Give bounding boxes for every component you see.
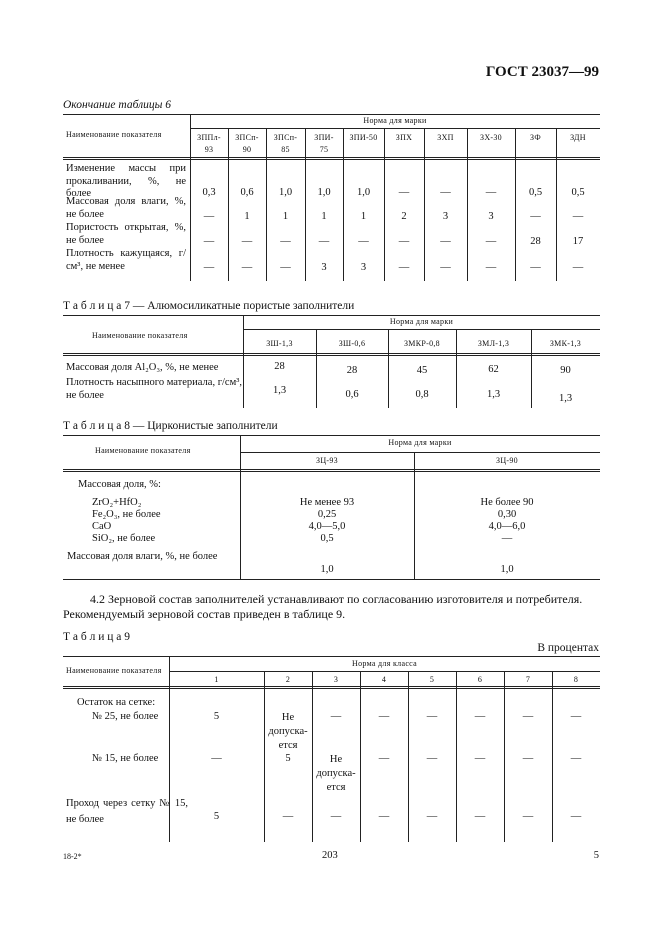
table6-col-header: ЗХ-30 xyxy=(480,133,502,142)
table7-col0-header: Наименование показателя xyxy=(92,331,188,340)
table9-row-label: Проход через сетку № 15, не более xyxy=(66,798,188,825)
table6-col-header: ЗПСп- 90 xyxy=(235,133,259,154)
table6-cell: — xyxy=(203,236,215,247)
table6-caption: Окончание таблицы 6 xyxy=(63,99,171,111)
table6-cell: — xyxy=(572,211,584,222)
table6-col-header: ЗХП xyxy=(437,133,454,142)
table6-cell: — xyxy=(398,236,410,247)
table7-row-label: Плотность насыпного материала, г/см³, не более xyxy=(66,377,243,401)
table9-cell: 5 xyxy=(213,711,220,722)
table6-cell: 3 xyxy=(488,211,494,222)
table9-cell: 5 xyxy=(213,811,220,822)
table8-cell: Не менее 93 xyxy=(299,497,355,508)
standard-number: ГОСТ 23037—99 xyxy=(485,64,599,80)
table8-col-header: ЗЦ-93 xyxy=(316,456,338,465)
table7-col-header: ЗШ-0,6 xyxy=(338,339,366,348)
table8-col0-header: Наименование показателя xyxy=(95,446,191,455)
table9-col-header: 8 xyxy=(573,675,579,684)
table6-cell: — xyxy=(440,187,451,198)
table9-col-header: 5 xyxy=(429,675,435,684)
table9-cell: Не допуска-ется xyxy=(316,754,356,793)
table6-cell: — xyxy=(280,262,291,273)
table6-cell: 2 xyxy=(401,211,407,222)
table6-cell: — xyxy=(440,262,451,273)
table9-col-header: 7 xyxy=(525,675,531,684)
table9-cell: — xyxy=(378,753,390,764)
table6-cell: 1,0 xyxy=(356,187,371,198)
table6-col-header: ЗФ xyxy=(530,133,541,142)
table8-cell: — xyxy=(501,533,513,544)
table9-cell: — xyxy=(426,711,438,722)
table9-cell: Не допуска-ется xyxy=(268,712,308,751)
table7-cell: 28 xyxy=(346,365,358,376)
table6-cell: — xyxy=(358,236,369,247)
table6-cell: 1 xyxy=(282,211,289,222)
table7-col-header: ЗМК-1,3 xyxy=(549,339,582,348)
table7-group-header: Норма для марки xyxy=(389,317,454,326)
table9-col-header: 2 xyxy=(285,675,291,684)
table8-cell: Не более 90 xyxy=(480,497,534,508)
table8-group-header: Норма для марки xyxy=(388,438,452,447)
table6-col-header: ЗПИ- 75 xyxy=(314,133,334,154)
table9-cell: — xyxy=(522,811,534,822)
table9-col-header: 6 xyxy=(477,675,483,684)
table6-cell: — xyxy=(440,236,451,247)
table9-cell: — xyxy=(378,711,390,722)
table6-cell: — xyxy=(485,236,497,247)
table6-col0-header: Наименование показателя xyxy=(66,130,162,139)
table6-cell: — xyxy=(485,262,497,273)
table7-cell: 1,3 xyxy=(272,385,287,396)
table8-mass-label: Массовая доля, %: xyxy=(78,479,161,490)
table6-col-divider xyxy=(467,128,468,281)
paragraph-line1: 4.2 Зерновой состав заполнителей устанавливают по согласованию изготовителя и потребителя. xyxy=(90,592,583,606)
table6-cell: — xyxy=(203,211,215,222)
table8-row-label: Fe₂O₃, не более xyxy=(92,509,161,520)
table9-caption: Т а б л и ц а 9 xyxy=(63,631,131,643)
table8-cell: 0,25 xyxy=(317,509,337,520)
table9-cell: 5 xyxy=(285,753,291,764)
table7-cell: 28 xyxy=(274,361,285,372)
table6-cell: 28 xyxy=(530,236,541,247)
table6-col-divider xyxy=(556,128,557,281)
table9-cell: — xyxy=(570,711,582,722)
table6-cell: 0,5 xyxy=(571,187,585,198)
table6-cell: 3 xyxy=(442,211,449,222)
table8-row-label: ZrO₂+HfO₂ xyxy=(92,497,142,508)
table7-row-label: Массовая доля Al₂O₃, %, не менее xyxy=(66,362,219,373)
table6-cell: — xyxy=(398,262,410,273)
table7-cell: 90 xyxy=(560,365,571,376)
table9-cell: — xyxy=(426,753,438,764)
table6-cell: — xyxy=(530,262,541,273)
table6-col-divider xyxy=(424,128,425,281)
table6-col-header: ЗПИ-50 xyxy=(349,133,378,142)
footer-left: 18-2* xyxy=(63,852,82,861)
table6-cell: 0,3 xyxy=(202,187,216,198)
table9-col-header: 3 xyxy=(333,675,339,684)
table8-cell: 1,0 xyxy=(500,564,514,575)
table9-cell: — xyxy=(330,811,342,822)
table9-cell: — xyxy=(522,753,534,764)
table6-row-label: Пористость открытая, %, не более xyxy=(66,222,186,246)
table6-cell: 0,5 xyxy=(528,187,543,198)
table6-cell: 1 xyxy=(321,211,327,222)
table7-cell: 0,8 xyxy=(415,389,429,400)
table9-cell: — xyxy=(378,811,390,822)
table8-cell: 0,5 xyxy=(320,533,334,544)
table7-cell: 62 xyxy=(488,364,499,375)
table6-cell: 1,0 xyxy=(317,187,331,198)
table6-cell: — xyxy=(280,236,291,247)
table6-cell: 1,0 xyxy=(278,187,293,198)
table7-cell: 1,3 xyxy=(486,389,501,400)
table6-cell: 3 xyxy=(321,262,327,273)
table6-cell: 1 xyxy=(360,211,367,222)
table9-cell: — xyxy=(474,711,486,722)
table7-col-header: ЗМЛ-1,3 xyxy=(477,339,510,348)
table7-cell: 45 xyxy=(416,365,428,376)
table6-cell: — xyxy=(530,211,541,222)
table8-cell: 4,0—5,0 xyxy=(308,521,346,532)
table8-cell: 1,0 xyxy=(320,564,334,575)
table6-cell: — xyxy=(203,262,215,273)
table6-col-header: ЗДН xyxy=(570,133,586,142)
table7-cell: 0,6 xyxy=(345,389,359,400)
table9-row-label: № 25, не более xyxy=(92,711,159,722)
table6-col-divider xyxy=(515,128,516,281)
table6-col-header: ЗППл- 93 xyxy=(197,133,221,154)
table9-cell: — xyxy=(570,753,582,764)
table6-col-header: ЗПХ xyxy=(395,133,413,142)
table7-col-header: ЗМКР-0,8 xyxy=(404,339,440,348)
table9-section-label: Остаток на сетке: xyxy=(77,697,156,708)
table6-cell: — xyxy=(318,236,330,247)
table9-cell: — xyxy=(211,753,222,764)
table7-col-header: ЗШ-1,3 xyxy=(266,339,293,348)
table6-cell: 1 xyxy=(244,211,250,222)
table6-col-divider xyxy=(343,128,344,281)
table9-cell: — xyxy=(570,811,582,822)
table9-cell: — xyxy=(330,711,342,722)
table8-cell: 0,30 xyxy=(497,509,517,520)
table8-caption: Т а б л и ц а 8 — Цирконистые заполнители xyxy=(63,420,278,432)
table6-cell: 17 xyxy=(572,236,584,247)
table9-unit: В процентах xyxy=(537,642,599,654)
table6-cell: — xyxy=(572,262,584,273)
page-number: 203 xyxy=(322,850,338,861)
table6-cell: — xyxy=(398,187,410,198)
table8-col-header: ЗЦ-90 xyxy=(496,456,518,465)
table6-col-header: ЗПСп- 85 xyxy=(273,133,298,154)
table9-col-header: 4 xyxy=(381,675,387,684)
table6-cell: 0,6 xyxy=(240,187,254,198)
table9-col-header: 1 xyxy=(214,675,219,684)
table9-col0-header: Наименование показателя xyxy=(66,666,162,675)
table6-row-label: Плотность кажущаяся, г/см³, не менее xyxy=(66,248,186,272)
table6-col-divider xyxy=(384,128,385,281)
table6-cell: 3 xyxy=(360,262,367,273)
paragraph-line2: Рекомендуемый зерновой состав приведен в таблице 9. xyxy=(63,607,346,621)
table7-cell: 1,3 xyxy=(558,393,573,404)
table7-caption: Т а б л и ц а 7 — Алюмосиликатные пористые заполнители xyxy=(63,300,355,312)
table8-row-label: SiO₂, не более xyxy=(92,533,156,544)
table6-row-label: Изменение массы при прокаливании, %, не более xyxy=(66,163,186,199)
table9-cell: — xyxy=(474,811,486,822)
table6-cell: — xyxy=(241,236,253,247)
table9-group-header: Норма для класса xyxy=(352,659,417,668)
table9-cell: — xyxy=(426,811,438,822)
table9-cell: — xyxy=(282,811,294,822)
table9-cell: — xyxy=(474,753,486,764)
footer-right: 5 xyxy=(593,850,599,861)
table6-group-header: Норма для марки xyxy=(363,116,427,125)
table8-row-label: Массовая доля влаги, %, не более xyxy=(67,551,218,562)
table6-row-label: Массовая доля влаги, %, не более xyxy=(66,196,186,220)
table9-row-label: № 15, не более xyxy=(92,753,159,764)
table6-cell: — xyxy=(241,262,253,273)
table8-cell: 4,0—6,0 xyxy=(488,521,526,532)
table8-row-label: CaO xyxy=(92,521,112,532)
table6-cell: — xyxy=(485,187,497,198)
table9-cell: — xyxy=(522,711,534,722)
